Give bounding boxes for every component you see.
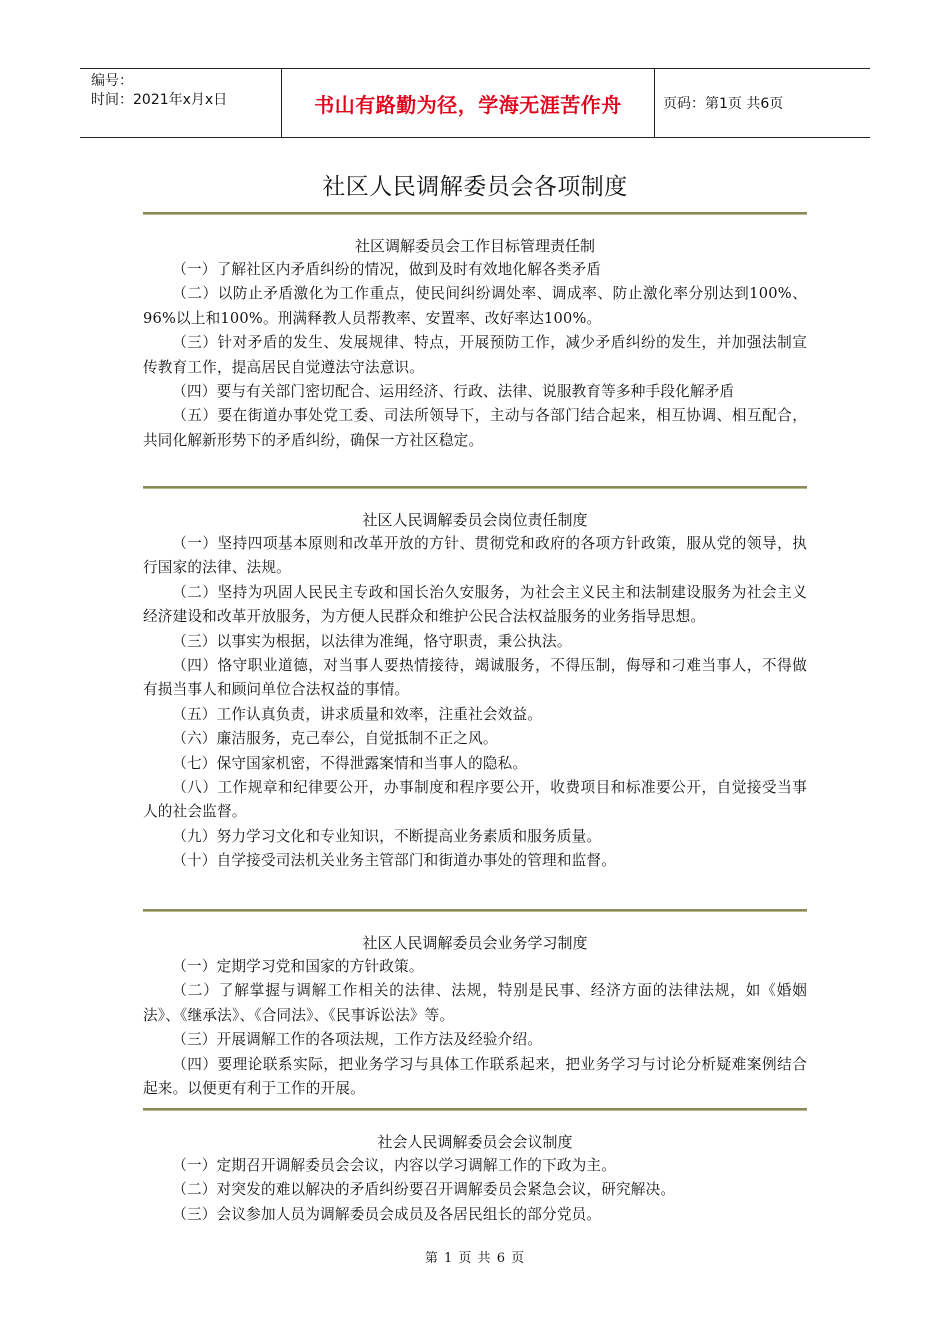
paragraph: （一）坚持四项基本原则和改革开放的方针、贯彻党和政府的各项方针政策，服从党的领导，执行国家的法律、法规。	[143, 535, 807, 577]
document-time-label: 时间：2021年x月x日	[91, 92, 228, 108]
section-post-responsibility	[143, 508, 807, 874]
paragraph: （二）坚持为巩固人民民主专政和国长治久安服务，为社会主义民主和法制建设服务为社会主义经济建设和改革开放服务，为方便人民群众和维护公民合法权益服务的业务指导思想。	[143, 583, 807, 626]
section-business-study	[143, 931, 807, 1101]
paragraph: （二）了解掌握与调解工作相关的法律、法规，特别是民事、经济方面的法律法规，如《婚姻法》、《继承法》、《合同法》、《民事诉讼法》等。	[143, 982, 807, 1024]
paragraph: （三）开展调解工作的各项法规，工作方法及经验介绍。	[172, 1031, 543, 1049]
paragraph: （三）针对矛盾的发生、发展规律、特点，开展预防工作，减少矛盾纠纷的发生，并加强法制宣传教育工作，提高居民自觉遵法守法意识。	[143, 334, 807, 376]
section-divider	[143, 486, 807, 489]
paragraph: （一）定期学习党和国家的方针政策。	[172, 958, 424, 975]
paragraph: （七）保守国家机密，不得泄露案情和当事人的隐私。	[172, 754, 528, 772]
paragraph: （三）会议参加人员为调解委员会成员及各居民组长的部分党员。	[172, 1205, 602, 1223]
page-header	[80, 68, 870, 138]
paragraph: （八）工作规章和纪律要公开，办事制度和程序要公开，收费项目和标准要公开，自觉接受当事人的社会监督。	[143, 779, 807, 821]
paragraph: （六）廉洁服务，克己奉公，自觉抵制不正之风。	[172, 730, 498, 748]
paragraph: （二）以防止矛盾激化为工作重点，使民间纠纷调处率、调成率、防止激化率分别达到100%、96%以上和100%。刑满释教人员帮教率、安置率、改好率达100%。	[143, 285, 807, 327]
paragraph: （四）恪守职业道德，对当事人要热情接待，竭诚服务，不得压制，侮辱和刁难当事人，不得做有损当事人和顾问单位合法权益的事情。	[143, 657, 807, 699]
paragraph: （三）以事实为根据，以法律为准绳，恪守职责，秉公执法。	[172, 632, 572, 650]
section-goal-responsibility	[143, 234, 807, 453]
paragraph: （五）要在街道办事处党工委、司法所领导下，主动与各部门结合起来，相互协调、相互配合，共同化解新形势下的矛盾纠纷，确保一方社区稳定。	[143, 407, 807, 449]
page-footer: 第 1 页 共 6 页	[424, 1251, 526, 1266]
section-meeting	[143, 1130, 807, 1227]
paragraph: （四）要理论联系实际，把业务学习与具体工作联系起来，把业务学习与讨论分析疑难案例结合起来。以便更有利于工作的开展。	[143, 1055, 807, 1098]
section-title: 社区人民调解委员会业务学习制度	[362, 934, 588, 952]
header-page-info: 页码：第1页 共6页	[663, 96, 784, 112]
document-title: 社区人民调解委员会各项制度	[322, 174, 628, 200]
title-divider	[143, 212, 807, 215]
document-number-label: 编号：	[91, 73, 133, 89]
paragraph: （十）自学接受司法机关业务主管部门和街道办事处的管理和监督。	[172, 852, 617, 870]
paragraph: （一）了解社区内矛盾纠纷的情况，做到及时有效地化解各类矛盾	[172, 261, 602, 278]
section-title: 社区调解委员会工作目标管理责任制	[354, 237, 595, 255]
section-title: 社会人民调解委员会会议制度	[377, 1133, 573, 1151]
section-divider	[143, 1108, 807, 1111]
section-title: 社区人民调解委员会岗位责任制度	[362, 511, 588, 529]
header-motto: 书山有路勤为径，学海无涯苦作舟	[282, 69, 655, 137]
section-divider	[143, 909, 807, 912]
paragraph: （九）努力学习文化和专业知识，不断提高业务素质和服务质量。	[172, 827, 602, 845]
paragraph: （一）定期召开调解委员会会议，内容以学习调解工作的下政为主。	[172, 1157, 617, 1174]
paragraph: （五）工作认真负责，讲求质量和效率，注重社会效益。	[172, 705, 543, 723]
paragraph: （二）对突发的难以解决的矛盾纠纷要召开调解委员会紧急会议，研究解决。	[172, 1181, 676, 1199]
paragraph: （四）要与有关部门密切配合、运用经济、行政、法律、说服教育等多种手段化解矛盾	[172, 383, 735, 401]
header-meta	[80, 69, 282, 137]
